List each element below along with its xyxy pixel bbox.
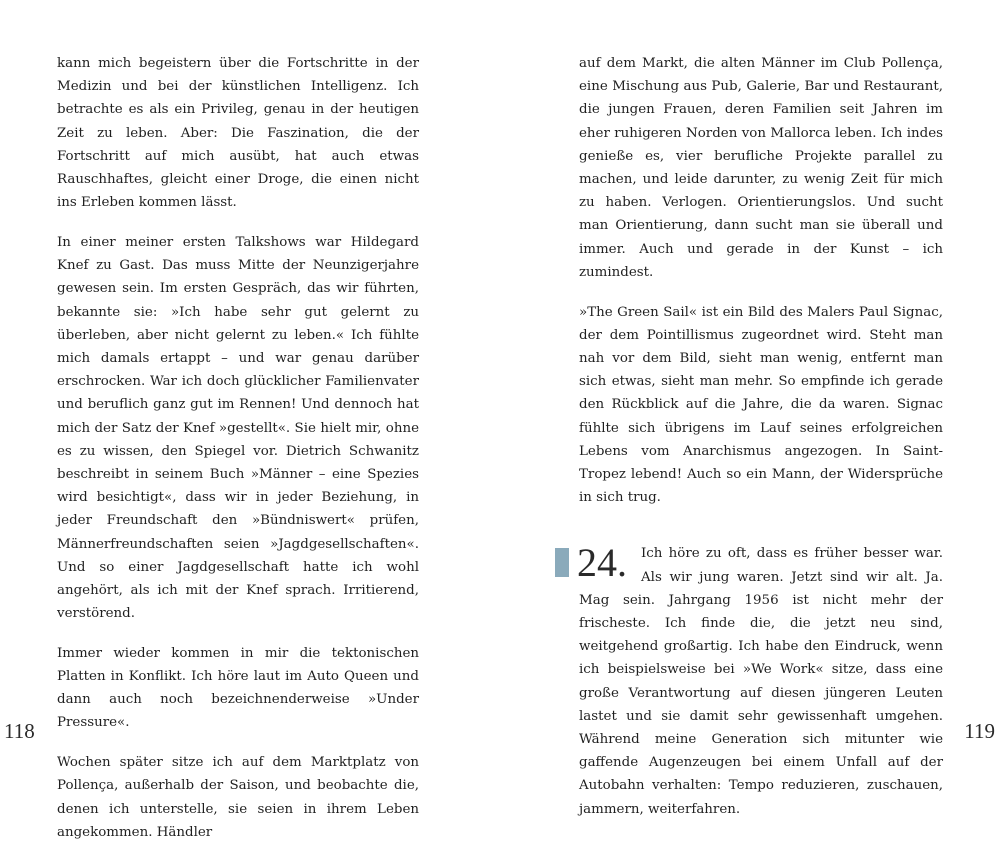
section-text: Ich höre zu oft, dass es früher besser war. Als wir jung waren. Jetzt sind wir alt. Ja. Mag sein. Jahrgang 1956 ist nicht mehr der frischeste. Ich finde die, die jetzt neu sind, weitgehend großartig. Ich habe den Eindruck, wenn ich beispielsweise bei »We Work« sitze, dass eine große Verantwortung auf diesen jüngeren Leuten lastet und sie damit sehr gewissenhaft umgehen. Während meine Generation sich mitunter wie gaffende Augenzeugen bei einem Unfall auf der Autobahn verhalten: Tempo reduzieren, zuschauen, jammern, weiterfahren. (579, 546, 943, 817)
page-number-left: 118 (4, 719, 35, 743)
section-number: 24. (577, 540, 627, 586)
section-marker-bar (555, 548, 569, 577)
section-24 (579, 542, 943, 820)
paragraph: Wochen später sitze ich auf dem Marktplatz von Pollença, außerhalb der Saison, und beobachte die, denen ich unterstelle, sie seien in ihrem Leben angekommen. Händler (57, 755, 419, 840)
paragraph: In einer meiner ersten Talkshows war Hildegard Knef zu Gast. Das muss Mitte der Neunzigerjahre gewesen sein. Im ersten Gespräch, das wir führten, bekannte sie: »Ich habe sehr gut gelernt zu überleben, aber nicht gelernt zu leben.« Ich fühlte mich damals ertappt – und war genau darüber erschrocken. War ich doch glücklicher Familienvater und beruflich ganz gut im Rennen! Und dennoch hat mich der Satz der Knef »gestellt«. Sie hielt mir, ohne es zu wissen, den Spiegel vor. Dietrich Schwanitz beschreibt in seinem Buch »Männer – eine Spezies wird besichtigt«, dass wir in jeder Beziehung, in jeder Freundschaft den »Bündniswert« prüfen, Männerfreundschaften seien »Jagdgesellschaften«. Und so einer Jagdgesellschaft hatte ich wohl angehört, als ich mit der Knef sprach. Irritierend, verstörend. (57, 234, 419, 622)
paragraph: »The Green Sail« ist ein Bild des Malers Paul Signac, der dem Pointillismus zugeordnet wird. Steht man nah vor dem Bild, sieht man wenig, entfernt man sich etwas, sieht man mehr. So empfinde ich gerade den Rückblick auf die Jahre, die da waren. Signac fühlte sich übrigens im Lauf seines erfolgreichen Lebens vom Anarchismus angezogen. In Saint-Tropez lebend! Auch so ein Mann, der Widersprüche in sich trug. (579, 304, 943, 506)
paragraph: Immer wieder kommen in mir die tektonischen Platten in Konflikt. Ich höre laut im Auto Queen und dann auch noch bezeichnenderweise »Under Pressure«. (57, 645, 419, 731)
paragraph: kann mich begeistern über die Fortschritte in der Medizin und bei der künstlichen Intelligenz. Ich betrachte es als ein Privileg, genau in der heutigen Zeit zu leben. Aber: Die Faszination, die der Fortschritt auf mich ausübt, hat auch etwas Rauschhaftes, gleicht einer Droge, die einen nicht ins Erleben kommen lässt. (57, 56, 419, 211)
page-number-right: 119 (964, 719, 995, 743)
paragraph: auf dem Markt, die alten Männer im Club Pollença, eine Mischung aus Pub, Galerie, Bar und Restaurant, die jungen Frauen, deren Familien seit Jahren im eher ruhigeren Norden von Mallorca leben. Ich indes genieße es, vier berufliche Projekte parallel zu machen, und leide darunter, zu wenig Zeit für mich zu haben. Verlogen. Orientierungslos. Und sucht man Orientierung, dann sucht man sie überall und immer. Auch und gerade in der Kunst – ich zumindest. (579, 56, 943, 280)
left-page (57, 52, 419, 844)
right-page (579, 52, 943, 821)
